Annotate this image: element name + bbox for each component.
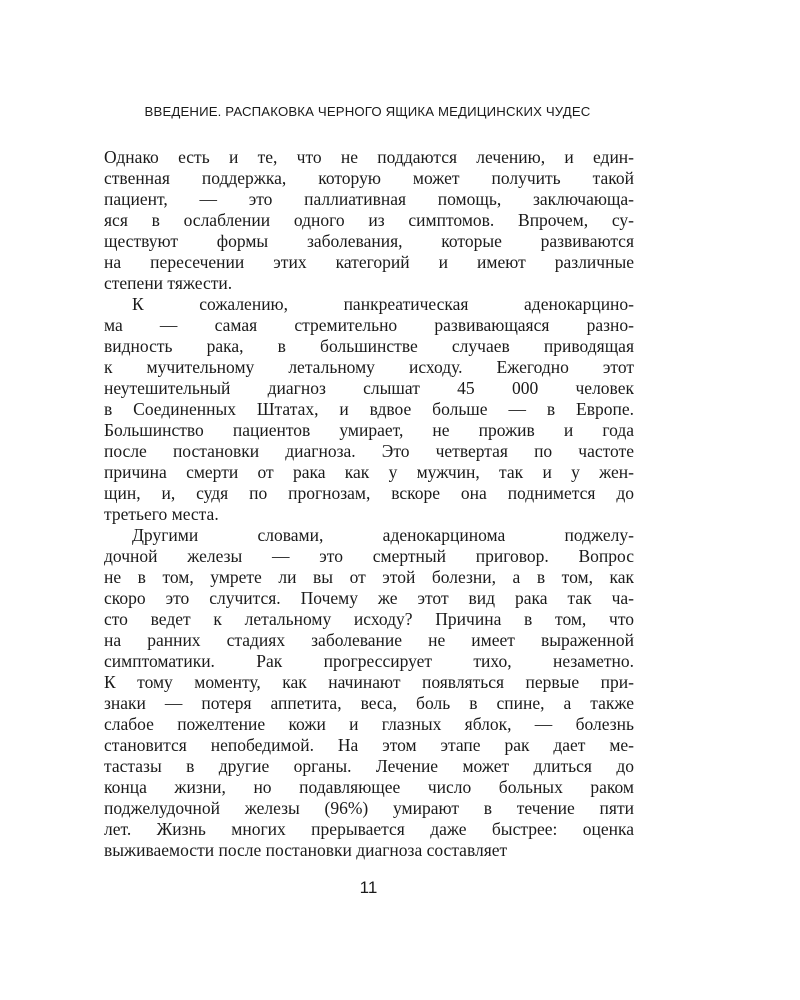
text-line: на ранних стадиях заболевание не имеет выраженной <box>104 630 634 650</box>
text-line: знаки — потеря аппетита, веса, боль в спине, а также <box>104 693 634 713</box>
text-line: К тому моменту, как начинают появляться первые при- <box>104 672 634 692</box>
running-head: ВВЕДЕНИЕ. РАСПАКОВКА ЧЕРНОГО ЯЩИКА МЕДИЦИНСКИХ ЧУДЕС <box>144 104 591 119</box>
text-line: лет. Жизнь многих прерывается даже быстрее: оценка <box>104 819 634 839</box>
text-line: Однако есть и те, что не поддаются лечению, и един- <box>104 147 634 167</box>
text-line: ма — самая стремительно развивающаяся разно- <box>104 315 634 335</box>
text-line: выживаемости после постановки диагноза составляет <box>104 840 508 860</box>
paragraph <box>104 294 634 525</box>
text-line: Другими словами, аденокарцинома поджелу- <box>132 525 634 545</box>
text-line: К сожалению, панкреатическая аденокарцино- <box>132 294 634 314</box>
text-line: дочной железы — это смертный приговор. Вопрос <box>104 546 634 566</box>
text-line: степени тяжести. <box>104 273 233 293</box>
text-line: Большинство пациентов умирает, не прожив и года <box>104 420 634 440</box>
text-line: симптоматики. Рак прогрессирует тихо, незаметно. <box>104 651 634 671</box>
page-number: 11 <box>359 878 378 897</box>
text-line: пациент, — это паллиативная помощь, заключающа- <box>104 189 634 209</box>
text-line: после постановки диагноза. Это четвертая по частоте <box>104 441 634 461</box>
text-line: слабое пожелтение кожи и глазных яблок, — болезнь <box>104 714 634 734</box>
text-line: ществуют формы заболевания, которые развиваются <box>104 231 634 251</box>
paragraph <box>104 525 634 861</box>
text-line: в Соединенных Штатах, и вдвое больше — в Европе. <box>104 399 634 419</box>
text-line: конца жизни, но подавляющее число больных раком <box>104 777 634 797</box>
text-line: на пересечении этих категорий и имеют различные <box>104 252 634 272</box>
text-line: причина смерти от рака как у мужчин, так и у жен- <box>104 462 634 482</box>
text-line: не в том, умрете ли вы от этой болезни, а в том, как <box>104 567 634 587</box>
paragraph <box>104 147 634 294</box>
text-line: видность рака, в большинстве случаев приводящая <box>104 336 634 356</box>
text-line: яся в ослаблении одного из симптомов. Впрочем, су- <box>104 210 634 230</box>
text-line: неутешительный диагноз слышат 45 000 человек <box>104 378 634 398</box>
text-line: щин, и, судя по прогнозам, вскоре она поднимется до <box>104 483 634 503</box>
text-line: скоро это случится. Почему же этот вид рака так ча- <box>104 588 634 608</box>
text-line: к мучительному летальному исходу. Ежегодно этот <box>104 357 634 377</box>
text-line: становится непобедимой. На этом этапе рак дает ме- <box>104 735 634 755</box>
text-line: ственная поддержка, которую может получить такой <box>104 168 634 188</box>
text-line: поджелудочной железы (96%) умирают в течение пяти <box>104 798 634 818</box>
text-line: сто ведет к летальному исходу? Причина в том, что <box>104 609 634 629</box>
text-line: третьего места. <box>104 504 219 524</box>
text-line: тастазы в другие органы. Лечение может длиться до <box>104 756 634 776</box>
body-text <box>104 147 634 861</box>
